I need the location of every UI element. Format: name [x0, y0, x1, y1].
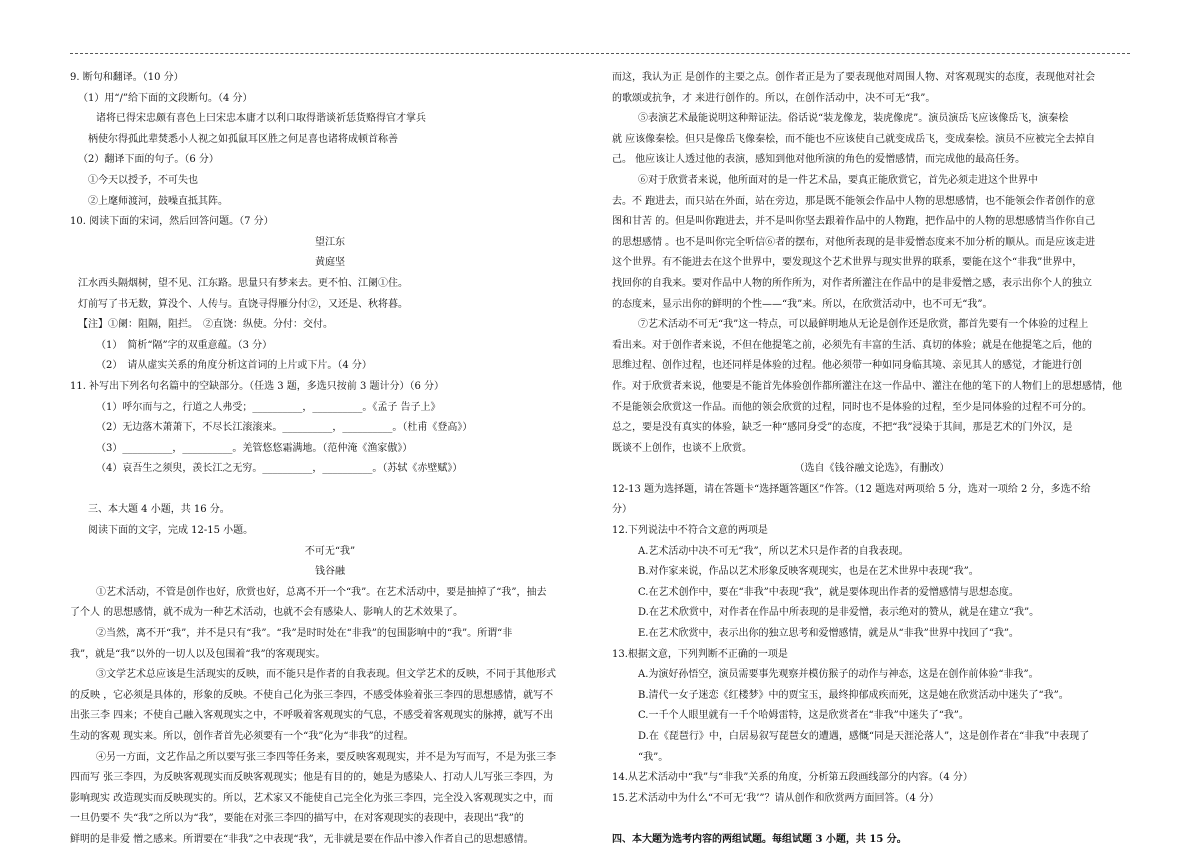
left-text-line: 9. 断句和翻译。（10 分）	[70, 72, 184, 83]
right-text-line: 就 应该像秦桧。但只是像岳飞像秦桧，而不能也不应该使自己就变成岳飞，变成秦桧。演员不应被完全去掉自	[612, 133, 1096, 145]
top-dashed-rule	[70, 53, 1130, 54]
left-text-line: 四而写 张三李四，为反映客观现实而反映客观现实；他是有目的的，她是为感染人、打动人儿写张三李四，为	[70, 772, 554, 784]
right-text-line: B.对作家来说，作品以艺术形象反映客观现实，也是在艺术世界中表现“我”。	[638, 566, 979, 578]
right-text-line: “我”。	[638, 751, 669, 763]
right-text-line: D.在《琵琶行》中，白居易叙写琵琶女的遭遇，感慨“同是天涯沦落人”，这是创作者在“非我”中表现了	[638, 731, 1090, 742]
right-text-line: A.艺术活动中决不可无“我”，所以艺术只是作者的自我表现。	[638, 545, 909, 557]
left-text-line: 三、本大题 4 小题，共 16 分。	[88, 504, 230, 516]
right-text-line: 四、本大题为选考内容的两组试题。每组试题 3 小题，共 15 分。	[612, 833, 907, 845]
left-text-line: （1） 简析“隔”字的双重意蕴。（3 分）	[96, 339, 273, 351]
left-text-line: 10. 阅读下面的宋词，然后回答问题。（7 分）	[70, 216, 274, 228]
right-text-line: 看出来。对于创作者来说，不但在他提笔之前，必须先有丰富的生活、真切的体验；就是在他提笔之后，他的	[612, 339, 1092, 351]
left-text-line: （1）呼尔而与之，行道之人弗受；__________，__________。《孟子 告子上》	[96, 401, 441, 413]
left-text-line: 灯前写了书无数，算没个、人传与。直饶寻得雁分付②，又还是、秋将暮。	[78, 298, 408, 310]
right-text-line: 这个世界。有不能进去在这个世界中，要发现这个艺术世界与现实世界的联系，要能在这个“非我”世界中，	[612, 257, 1083, 269]
right-text-line: 总之，要是没有真实的体验，缺乏一种“感同身受”的态度，不把“我”浸染于其间，那是艺术的门外汉，是	[612, 422, 1073, 434]
right-text-line: 己。 他应该让人透过他的表演，感知到他对他所演的角色的爱憎感情，而完成他的最高任务。	[612, 154, 1026, 166]
right-text-line: （选自《钱谷融文论选》，有删改）	[794, 463, 950, 475]
right-text-line: 既谈不上创作，也谈不上欣赏。	[612, 442, 752, 454]
left-text-line: 我”，就是“我”以外的一切人以及包围着“我”的客观现实。	[70, 648, 326, 660]
right-text-line: 的思想感情 。也不是叫你完全听信⑥者的摆布，对他所表现的是非爱憎态度来不加分析的顺从。而是应该走进	[612, 236, 1096, 248]
left-text-line: （3）__________，__________。羌管悠悠霜满地。（范仲淹《渔家傲》）	[96, 442, 413, 454]
left-text-line: ①今天以授予，不可失也	[88, 174, 198, 186]
right-text-line: 思维过程、创作过程，也还同样是体验的过程。他必须带一种如同身临其境、亲见其人的感觉，才能进行创	[612, 360, 1082, 372]
left-text-line: （2）无边落木萧萧下，不尽长江滚滚来。__________，__________。（杜甫《登高》）	[96, 422, 473, 434]
right-text-line: B.清代一女子迷恋《红楼梦》中的贾宝玉，最终抑郁成疾而死，这是她在欣赏活动中迷失了“我”。	[638, 689, 1069, 701]
right-text-line: 12-13 题为选择题，请在答题卡“选择题答题区”作答。（12 题选对两项给 5 分，选对一项给 2 分，多选不给	[612, 483, 1091, 495]
right-text-line: E.在艺术欣赏中，表示出你的独立思考和爱憎感情，就是从“非我”世界中找回了“我”。	[638, 628, 1019, 640]
left-text-line: （2）翻译下面的句子。（6 分）	[78, 154, 219, 166]
left-text-line: （1）用“/”给下面的文段断句。（4 分）	[78, 92, 253, 104]
left-text-line: 柄使尔得孤此辈焚悉小人视之如孤鼠耳区胜之何足喜也诸将成顿首称善	[88, 133, 398, 145]
right-text-line: D.在艺术欣赏中，对作者在作品中所表现的是非爱憎，表示绝对的赞从，就是在建立“我”。	[638, 607, 1040, 619]
left-text-line: 鲜明的是非爱 憎之感来。所谓要在“非我”之中表现“我”，无非就是要在作品中渗入作者自己的思想感情。	[70, 833, 534, 845]
left-text-line: 影响现实 改造现实而反映现实的。所以，艺术家又不能使自己完全化为张三李四，完全没入客观现实之中，而	[70, 792, 554, 804]
left-text-line: 望江东	[315, 236, 345, 248]
left-text-line	[70, 480, 590, 501]
right-column	[612, 68, 1132, 851]
left-text-line: 生动的客观 现实来。所以，创作者首先必须要有一个“我”化为“非我”的过程。	[70, 731, 414, 742]
right-text-line: ⑤表演艺术最能说明这种辩证法。俗话说“装龙像龙，装虎像虎”。演员演岳飞应该像岳飞，演秦桧	[638, 113, 1069, 125]
right-text-line: 图和甘苦 的。但是叫你跑进去，并不是叫你坚去跟着作品中的人物跑，把作品中的人物的思想感情当作你自己	[612, 216, 1096, 228]
left-text-line: （2） 请从虚实关系的角度分析这首词的上片或下片。（4 分）	[96, 360, 372, 372]
right-text-line: 15.艺术活动中为什么“不可无‘我’”？请从创作和欣赏两方面回答。（4 分）	[612, 792, 940, 804]
right-text-line: 12.下列说法中不符合文意的两项是	[612, 525, 768, 537]
left-text-line: ②上麾师渡河，鼓噪直抵其阵。	[88, 195, 228, 207]
right-text-line: C.在艺术创作中，要在“非我”中表现“我”，就是要体现出作者的爱憎感情与思想态度。	[638, 586, 1019, 598]
right-text-line: ⑦艺术活动不可无“我”这一特点，可以最鲜明地从无论是创作还是欣赏，都首先要有一个体验的过程上	[638, 319, 1089, 331]
left-text-line: ④另一方面，文艺作品之所以要写张三李四等任务来，要反映客观现实，并不是为写而写，不是为张三李	[96, 751, 556, 763]
right-text-line: 分）	[612, 504, 632, 516]
right-text-line: 13.根据文意，下列判断不正确的一项是	[612, 648, 788, 660]
right-text-line: 找回你的自我来。要对作品中人物的所作所为，对作者所灌注在作品中的是非爱憎之感，表示出你个人的独立	[612, 277, 1092, 289]
left-text-line: ①艺术活动，不管是创作也好，欣赏也好，总离不开一个“我”。在艺术活动中，要是抽掉了“我”，抽去	[96, 586, 547, 598]
left-text-line: ②当然，离不开“我”，并不是只有“我”。“我”是时时处在“非我”的包围影响中的“我”。所谓“非	[96, 628, 513, 640]
left-text-line: （4）哀吾生之须臾，羡长江之无穷。__________，__________。（苏轼《赤壁赋》）	[96, 463, 463, 475]
left-text-line: 钱谷融	[315, 566, 345, 578]
right-text-line: 而这，我认为正 是创作的主要之点。创作者正是为了要表现他对周围人物、对客观现实的态度，表现他对社会	[612, 72, 1096, 83]
right-text-line: 14.从艺术活动中“我”与“非我”关系的角度，分析第五段画线部分的内容。（4 分）	[612, 772, 973, 784]
left-text-line: ③文学艺术总应该是生活现实的反映，而不能只是作者的自我表现。但文学艺术的反映，不同于其他形式	[96, 669, 556, 681]
left-text-line: 【注】①阑：阻隔，阻拦。 ②直饶：纵使。分付：交付。	[78, 319, 333, 331]
left-text-line: 不可无“我”	[304, 545, 356, 557]
left-text-line: 出张三李 四来；不使自己融入客观现实之中，不呼吸着客观现实的气息，不感受着客观现实的脉搏，就写不出	[70, 710, 554, 722]
right-text-line: 不是能领会欣赏这一作品。而他的领会欣赏的过程，同时也不是体验的过程，至少是同体验的过程不可分的。	[612, 401, 1092, 413]
right-text-line: 作。对于欣赏者来说，他要是不能首先体验创作都所灌注在这一作品中、灌注在他的笔下的人物们上的思想感情，他	[612, 380, 1122, 392]
left-text-line: 诸将已得宋忠颇有喜色上曰宋忠本庸才以利口取得谐谈祈恁货赂得官才掌兵	[96, 113, 426, 125]
left-text-line: 的反映 ，它必须是具体的，形象的反映。不使自己化为张三李四，不感受体验着张三李四的思想感情，就写不	[70, 689, 554, 701]
left-column	[70, 68, 590, 851]
right-text-line	[612, 809, 1132, 830]
left-text-line: 了个人 的思想感情，就不成为一种艺术活动，也就不会有感染人、影响人的艺术效果了。	[70, 607, 464, 619]
left-text-line: 一旦仍要不 失“我”之所以为“我”，要能在对张三李四的描写中，在对客观现实的表现中，表现出“我”的	[70, 813, 524, 825]
right-text-line: A.为演好孙悟空，演员需要事先观察并模仿猴子的动作与神态，这是在创作前体验“非我”。	[638, 669, 1039, 681]
left-text-line: 黄庭坚	[315, 257, 345, 269]
right-text-line: C.一千个人眼里就有一千个哈姆雷特，这是欣赏者在“非我”中迷失了“我”。	[638, 710, 969, 722]
right-text-line: 去。不 跑进去，而只站在外面，站在旁边，那是既不能领会作品中人物的思想感情，也不能领会作者创作的意	[612, 195, 1096, 207]
right-text-line: 的歌颂或抗争，才 来进行创作的。所以，在创作活动中，决不可无“我”。	[612, 92, 936, 104]
right-text-line: 的态度来，显示出你的鲜明的个性——“我”来。所以，在欣赏活动中，也不可无“我”。	[612, 298, 993, 310]
left-text-line: 阅读下面的文字，完成 12-15 小题。	[88, 525, 254, 537]
left-text-line: 江水西头隔烟树，望不见、江东路。思量只有梦来去。更不怕、江阑①住。	[78, 277, 408, 289]
right-text-line: ⑥对于欣赏者来说，他所面对的是一件艺术品，要真正能欣赏它，首先必须走进这个世界中	[638, 174, 1038, 186]
left-text-line: 11. 补写出下列名句名篇中的空缺部分。（任选 3 题，多选只按前 3 题计分）（6 分）	[70, 380, 445, 392]
